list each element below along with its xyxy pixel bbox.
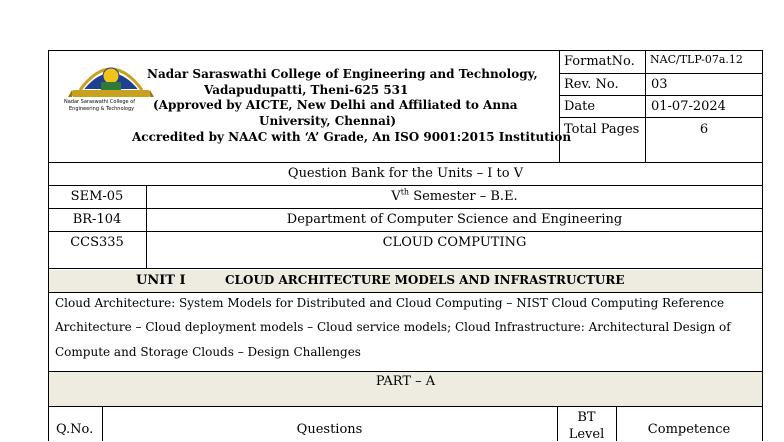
format-label: FormatNo. — [564, 54, 635, 69]
logo-caption-1: Nadar Saraswathi College of — [64, 99, 135, 105]
course-code: CCS335 — [70, 235, 124, 250]
branch-code: BR-104 — [72, 212, 122, 227]
pages-value: 6 — [699, 122, 709, 137]
semester-code: SEM-05 — [70, 189, 124, 204]
syllabus-line-3: Compute and Storage Clouds – Design Challenges — [55, 345, 361, 359]
unit-title: CLOUD ARCHITECTURE MODELS AND INFRASTRUCTURE — [225, 273, 625, 287]
format-value: NAC/TLP-07a.12 — [650, 53, 743, 66]
bt-level-header-2: Level — [568, 427, 605, 442]
college-approval: (Approved by AICTE, New Delhi and Affiliated to Anna — [153, 98, 518, 112]
semester-number: V — [391, 189, 401, 204]
unit-label: UNIT I — [136, 273, 186, 288]
bt-level-header-1: BT — [577, 410, 596, 425]
semester-value — [146, 189, 763, 204]
college-university: University, Chennai) — [259, 114, 397, 128]
logo-caption-2: Engineering & Technology — [69, 106, 135, 112]
college-accreditation: Accredited by NAAC with ‘A’ Grade, An ISO 9001:2015 Institution — [132, 130, 572, 144]
department-name: Department of Computer Science and Engineering — [286, 212, 623, 227]
date-label: Date — [564, 99, 596, 114]
college-emblem-icon — [66, 56, 156, 102]
college-address: Vadapudupatti, Theni-625 531 — [204, 83, 409, 97]
part-heading: PART – A — [375, 374, 436, 389]
syllabus-line-2: Architecture – Cloud deployment models – Cloud service models; Cloud Infrastructure: Architectural Design of — [55, 320, 731, 334]
college-logo — [66, 56, 156, 118]
rev-value: 03 — [651, 77, 668, 92]
questions-header: Questions — [296, 422, 363, 437]
rev-label: Rev. No. — [564, 77, 619, 92]
college-name: Nadar Saraswathi College of Engineering and Technology, — [147, 67, 538, 81]
semester-suffix: th — [400, 187, 410, 197]
competence-header: Competence — [647, 422, 731, 437]
syllabus-line-1: Cloud Architecture: System Models for Distributed and Cloud Computing – NIST Cloud Computing Reference — [55, 296, 725, 310]
qno-header: Q.No. — [56, 422, 94, 437]
pages-label: Total Pages — [564, 122, 640, 137]
question-bank-title: Question Bank for the Units – I to V — [287, 166, 524, 181]
course-name: CLOUD COMPUTING — [382, 235, 527, 250]
semester-text: Semester – B.E. — [409, 189, 518, 204]
date-value: 01-07-2024 — [651, 99, 726, 114]
